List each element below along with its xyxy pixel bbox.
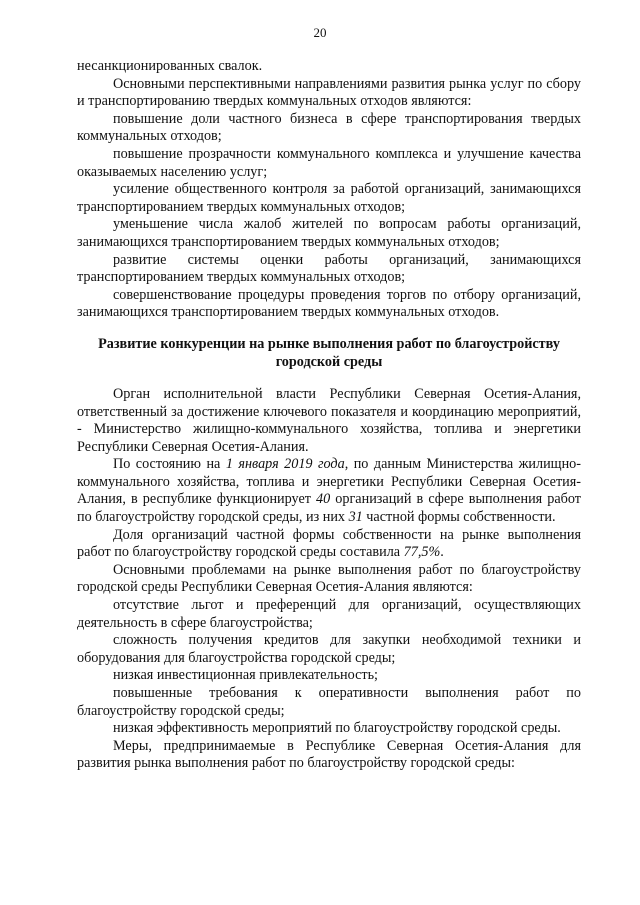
list-item: повышение доли частного бизнеса в сфере транспортирования твердых коммунальных отходов;: [77, 110, 581, 145]
paragraph: Орган исполнительной власти Республики Северная Осетия-Алания, ответственный за достижение ключевого показателя и координацию мероприятий, - Министерство жилищно-коммунального хозяйства, топлива и энергетики Республики Северная Осетия-Алания.: [77, 385, 581, 455]
paragraph: Доля организаций частной формы собственности на рынке выполнения работ по благоустройству городской среды составила 77,5%.: [77, 526, 581, 561]
list-item: повышенные требования к оперативности выполнения работ по благоустройству городской среды;: [77, 685, 581, 719]
section-heading: Развитие конкуренции на рынке выполнения работ по благоустройству городской среды: [98, 335, 560, 370]
list-item: отсутствие льгот и преференций для организаций, осуществляющих деятельность в сфере благоустройства;: [77, 597, 581, 631]
list-item: сложность получения кредитов для закупки необходимой техники и оборудования для благоустройства городской среды;: [77, 632, 581, 666]
paragraph: Основными перспективными направлениями развития рынка услуг по сбору и транспортированию твердых коммунальных отходов являются:: [77, 75, 581, 110]
paragraph: Основными проблемами на рынке выполнения работ по благоустройству городской среды Республики Северная Осетия-Алания являются:: [77, 561, 581, 596]
list-item: низкая эффективность мероприятий по благоустройству городской среды.: [113, 720, 561, 737]
private-share-value: 77,5%: [403, 544, 441, 561]
list-item: уменьшение числа жалоб жителей по вопросам работы организаций, занимающихся транспортированием твердых коммунальных отходов;: [77, 216, 581, 250]
list-item: развитие системы оценки работы организаций, занимающихся транспортированием твердых коммунальных отходов;: [77, 251, 581, 286]
paragraph: По состоянию на 1 января 2019 года, по данным Министерства жилищно-коммунального хозяйства, топлива и энергетики Республики Северная Осетия-Алания, в республике функционирует 40 организаций в сфере выполнения работ по благоустройству городской среды, из них 31 частной формы собственности.: [77, 456, 581, 526]
paragraph: Меры, предпринимаемые в Республике Северная Осетия-Алания для развития рынка выполнения работ по благоустройству городской среды:: [77, 737, 581, 772]
list-item: низкая инвестиционная привлекательность;: [113, 667, 378, 684]
list-item: повышение прозрачности коммунального комплекса и улучшение качества оказываемых населению услуг;: [77, 145, 581, 180]
private-organizations-count: 31: [348, 509, 363, 526]
page-number: 20: [313, 25, 327, 40]
document-body: [77, 58, 581, 773]
date-value: 1 января 2019 года: [225, 456, 345, 473]
list-item: совершенствование процедуры проведения торгов по отбору организаций, занимающихся транспортированием твердых коммунальных отходов.: [77, 286, 581, 321]
list-item: усиление общественного контроля за работой организаций, занимающихся транспортированием твердых коммунальных отходов;: [77, 181, 581, 215]
paragraph: несанкционированных свалок.: [77, 58, 263, 74]
organizations-count: 40: [316, 491, 331, 508]
